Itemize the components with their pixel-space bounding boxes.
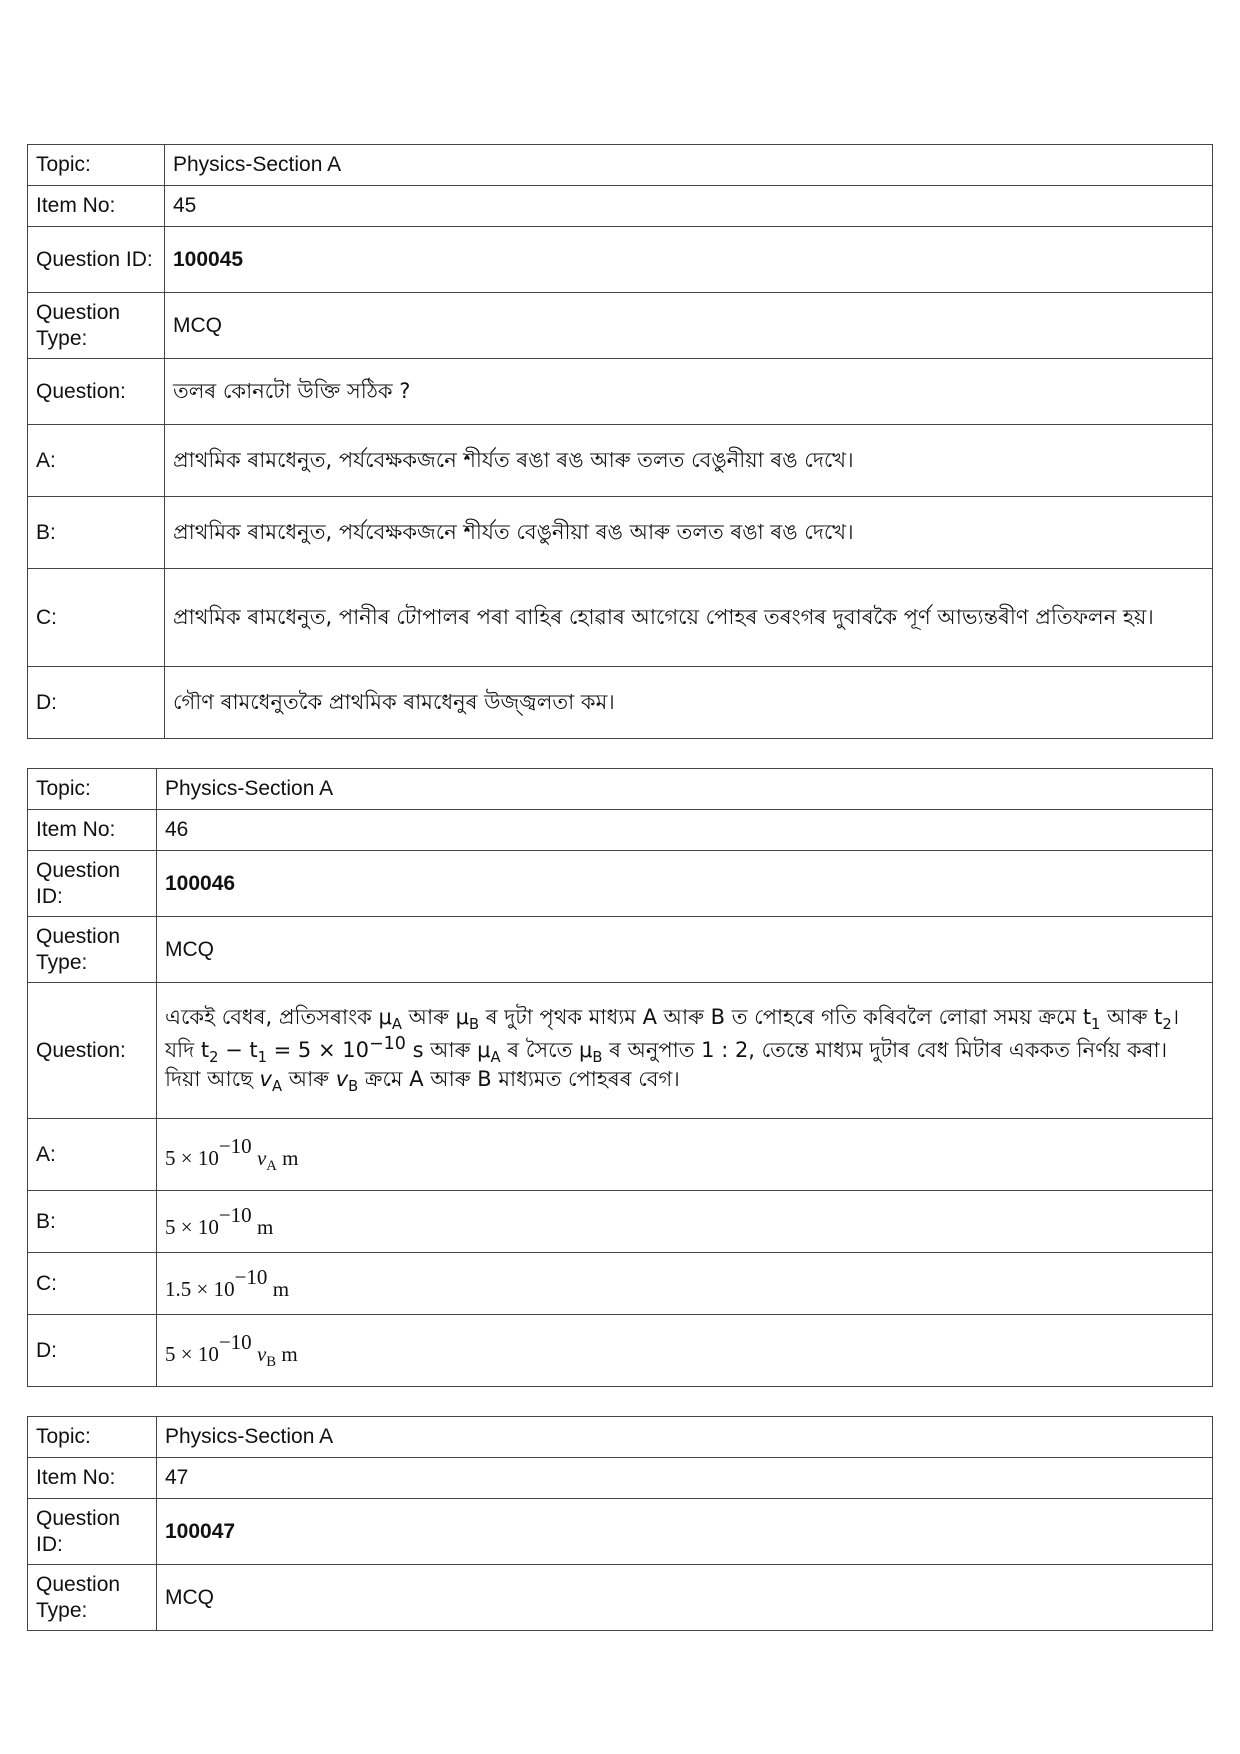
- option-a-var: v: [256, 1145, 267, 1170]
- question-type-row: [28, 917, 1213, 983]
- question-label: Question:: [28, 359, 165, 425]
- question-id-row: [28, 227, 1213, 293]
- question-row: [28, 983, 1213, 1119]
- option-c-text: [157, 1253, 1213, 1315]
- t1-sub: 1: [257, 1049, 267, 1067]
- t-symbol: t: [200, 1038, 210, 1063]
- option-d-row: [28, 1315, 1213, 1387]
- option-b-label: B:: [28, 497, 165, 569]
- question-type-label: Question Type:: [28, 293, 165, 359]
- item-no-row: [28, 186, 1213, 227]
- question-label: Question:: [28, 983, 157, 1119]
- question-type-label: Question Type:: [28, 917, 157, 983]
- option-a-label: A:: [28, 425, 165, 497]
- option-b-text: [157, 1191, 1213, 1253]
- question-card-46: [27, 768, 1213, 1387]
- q-text-2: ৰ দুটা পৃথক মাধ্যম A আৰু B ত পোহৰে গতি কৰিবলৈ লোৱা সময় ক্ৰমে: [479, 1005, 1083, 1030]
- option-c-row: [28, 1253, 1213, 1315]
- item-no-label: Item No:: [28, 186, 165, 227]
- topic-label: Topic:: [28, 145, 165, 186]
- question-type-value: MCQ: [157, 1565, 1213, 1631]
- question-type-row: [28, 1565, 1213, 1631]
- option-a-text: প্ৰাথমিক ৰামধেনুত, পৰ্যবেক্ষকজনে শীৰ্যত ৰঙা ৰঙ আৰু তলত বেঙুনীয়া ৰঙ দেখে।: [165, 425, 1213, 497]
- option-a-row: [28, 1119, 1213, 1191]
- item-no-label: Item No:: [28, 1458, 157, 1499]
- topic-row: [28, 769, 1213, 810]
- question-row: [28, 359, 1213, 425]
- option-b-row: [28, 497, 1213, 569]
- option-b-coef: 5 × 10: [165, 1214, 219, 1239]
- option-a-sub: A: [266, 1157, 277, 1174]
- option-a-text: [157, 1119, 1213, 1191]
- question-id-row: [28, 851, 1213, 917]
- q-and-1: আৰু: [401, 1005, 456, 1030]
- v-a-sub: A: [271, 1078, 283, 1096]
- option-d-row: [28, 667, 1213, 739]
- t-symbol: t: [1154, 1005, 1163, 1030]
- option-a-unit: m: [282, 1145, 299, 1170]
- topic-value: Physics-Section A: [157, 1417, 1213, 1458]
- topic-row: [28, 1417, 1213, 1458]
- option-c-row: [28, 569, 1213, 667]
- mu-b-sub: B: [468, 1016, 480, 1034]
- option-c-exp: −10: [234, 1264, 268, 1289]
- option-d-coef: 5 × 10: [165, 1341, 219, 1366]
- option-b-text: প্ৰাথমিক ৰামধেনুত, পৰ্যবেক্ষকজনে শীৰ্যত বেঙুনীয়া ৰঙ আৰু তলত ৰঙা ৰঙ দেখে।: [165, 497, 1213, 569]
- item-no-value: 47: [157, 1458, 1213, 1499]
- topic-label: Topic:: [28, 1417, 157, 1458]
- option-b-row: [28, 1191, 1213, 1253]
- mu-b-sub: B: [592, 1049, 603, 1067]
- option-b-unit: m: [256, 1214, 274, 1239]
- item-no-value: 46: [157, 810, 1213, 851]
- option-d-text: [157, 1315, 1213, 1387]
- v-symbol: v: [335, 1066, 349, 1091]
- question-id-row: [28, 1499, 1213, 1565]
- eq-exponent: −10: [368, 1034, 406, 1055]
- question-text: তলৰ কোনটো উক্তি সঠিক ?: [165, 359, 1213, 425]
- eq-value: = 5 × 10: [266, 1038, 369, 1063]
- q-text-3: । যদি: [165, 1005, 1180, 1063]
- q-and-3: আৰু: [282, 1066, 336, 1091]
- question-type-row: [28, 293, 1213, 359]
- t1-sub: 1: [1091, 1016, 1101, 1034]
- option-c-label: C:: [28, 1253, 157, 1315]
- q-text-4: s আৰু: [405, 1038, 478, 1063]
- option-b-exp: −10: [218, 1202, 252, 1227]
- mu-a-sub: A: [391, 1016, 402, 1034]
- option-a-coef: 5 × 10: [165, 1145, 219, 1170]
- option-c-unit: m: [272, 1276, 290, 1301]
- topic-label: Topic:: [28, 769, 157, 810]
- option-a-label: A:: [28, 1119, 157, 1191]
- t2-sub: 2: [209, 1049, 219, 1067]
- v-b-sub: B: [348, 1078, 359, 1096]
- mu-symbol: μ: [378, 1005, 392, 1030]
- t-symbol: t: [1082, 1005, 1092, 1030]
- option-a-row: [28, 425, 1213, 497]
- v-symbol: v: [259, 1066, 272, 1091]
- item-no-row: [28, 1458, 1213, 1499]
- question-card-45: [27, 144, 1213, 739]
- option-d-unit: m: [281, 1341, 298, 1366]
- mu-a-sub: A: [490, 1049, 501, 1067]
- topic-row: [28, 145, 1213, 186]
- q-and-2: আৰু: [1100, 1005, 1155, 1030]
- option-c-coef: 1.5 × 10: [165, 1276, 235, 1301]
- q-text-1: একেই বেধৰ, প্ৰতিসৰাংক: [165, 1005, 379, 1030]
- t-symbol: t: [249, 1038, 258, 1063]
- option-c-label: C:: [28, 569, 165, 667]
- option-d-label: D:: [28, 667, 165, 739]
- topic-value: Physics-Section A: [157, 769, 1213, 810]
- question-text: একেই বেধৰ, প্ৰতিসৰাংক $\mu_A$ আৰু $\mu_B$ ৰ দুটা পৃথক মাধ্যম A আৰু B ত পোহৰে গতি কৰিবলৈ লোৱা সময় ক্ৰমে $t_1$ আৰু $t_2।$ যদি $t_2 - t_1 = 5 \times 10^{-10}$ s আৰু $\mu_A$ ৰ সৈতে $\mu_B$ ৰ অনুপাত 1 : 2, তেন্তে মাধ্যম দুটাৰ বেধ মিটাৰ এককত নিৰ্ণয় কৰা। দিয়া আছে $v_A$ আৰু $v_B$ ক্ৰমে A আৰু B মাধ্যমত পোহৰৰ বেগ।: [157, 983, 1213, 1119]
- q-text-6: ৰ অনুপাত 1 : 2, তেন্তে মাধ্যম দুটাৰ বেধ মিটাৰ এককত নিৰ্ণয় কৰা। দিয়া আছে: [165, 1038, 1168, 1091]
- question-id-label: Question ID:: [28, 1499, 157, 1565]
- question-type-value: MCQ: [165, 293, 1213, 359]
- question-id-value: 100045: [165, 227, 1213, 293]
- question-type-label: Question Type:: [28, 1565, 157, 1631]
- item-no-row: [28, 810, 1213, 851]
- mu-symbol: μ: [455, 1005, 469, 1030]
- topic-value: Physics-Section A: [165, 145, 1213, 186]
- t2-sub: 2: [1162, 1016, 1172, 1034]
- question-id-label: Question ID:: [28, 227, 165, 293]
- option-a-exp: −10: [218, 1133, 252, 1158]
- option-b-label: B:: [28, 1191, 157, 1253]
- option-d-exp: −10: [218, 1329, 252, 1354]
- q-text-7: ক্ৰমে A আৰু B মাধ্যমত পোহৰৰ বেগ।: [358, 1066, 680, 1091]
- option-d-var: v: [256, 1341, 267, 1366]
- question-card-47: [27, 1416, 1213, 1631]
- option-d-label: D:: [28, 1315, 157, 1387]
- item-no-value: 45: [165, 186, 1213, 227]
- question-type-value: MCQ: [157, 917, 1213, 983]
- question-id-value: 100046: [157, 851, 1213, 917]
- option-c-text: প্ৰাথমিক ৰামধেনুত, পানীৰ টোপালৰ পৰা বাহিৰ হোৱাৰ আগেয়ে পোহৰ তৰংগৰ দুবাৰকৈ পূৰ্ণ আভ্যন্তৰীণ প্ৰতিফলন হয়।: [165, 569, 1213, 667]
- option-d-sub: B: [266, 1353, 277, 1370]
- question-id-label: Question ID:: [28, 851, 157, 917]
- option-d-text: গৌণ ৰামধেনুতকৈ প্ৰাথমিক ৰামধেনুৰ উজ্জ্বলতা কম।: [165, 667, 1213, 739]
- mu-symbol: μ: [477, 1038, 491, 1063]
- mu-symbol: μ: [579, 1038, 593, 1063]
- item-no-label: Item No:: [28, 810, 157, 851]
- question-id-value: 100047: [157, 1499, 1213, 1565]
- q-text-5: ৰ সৈতে: [500, 1038, 580, 1063]
